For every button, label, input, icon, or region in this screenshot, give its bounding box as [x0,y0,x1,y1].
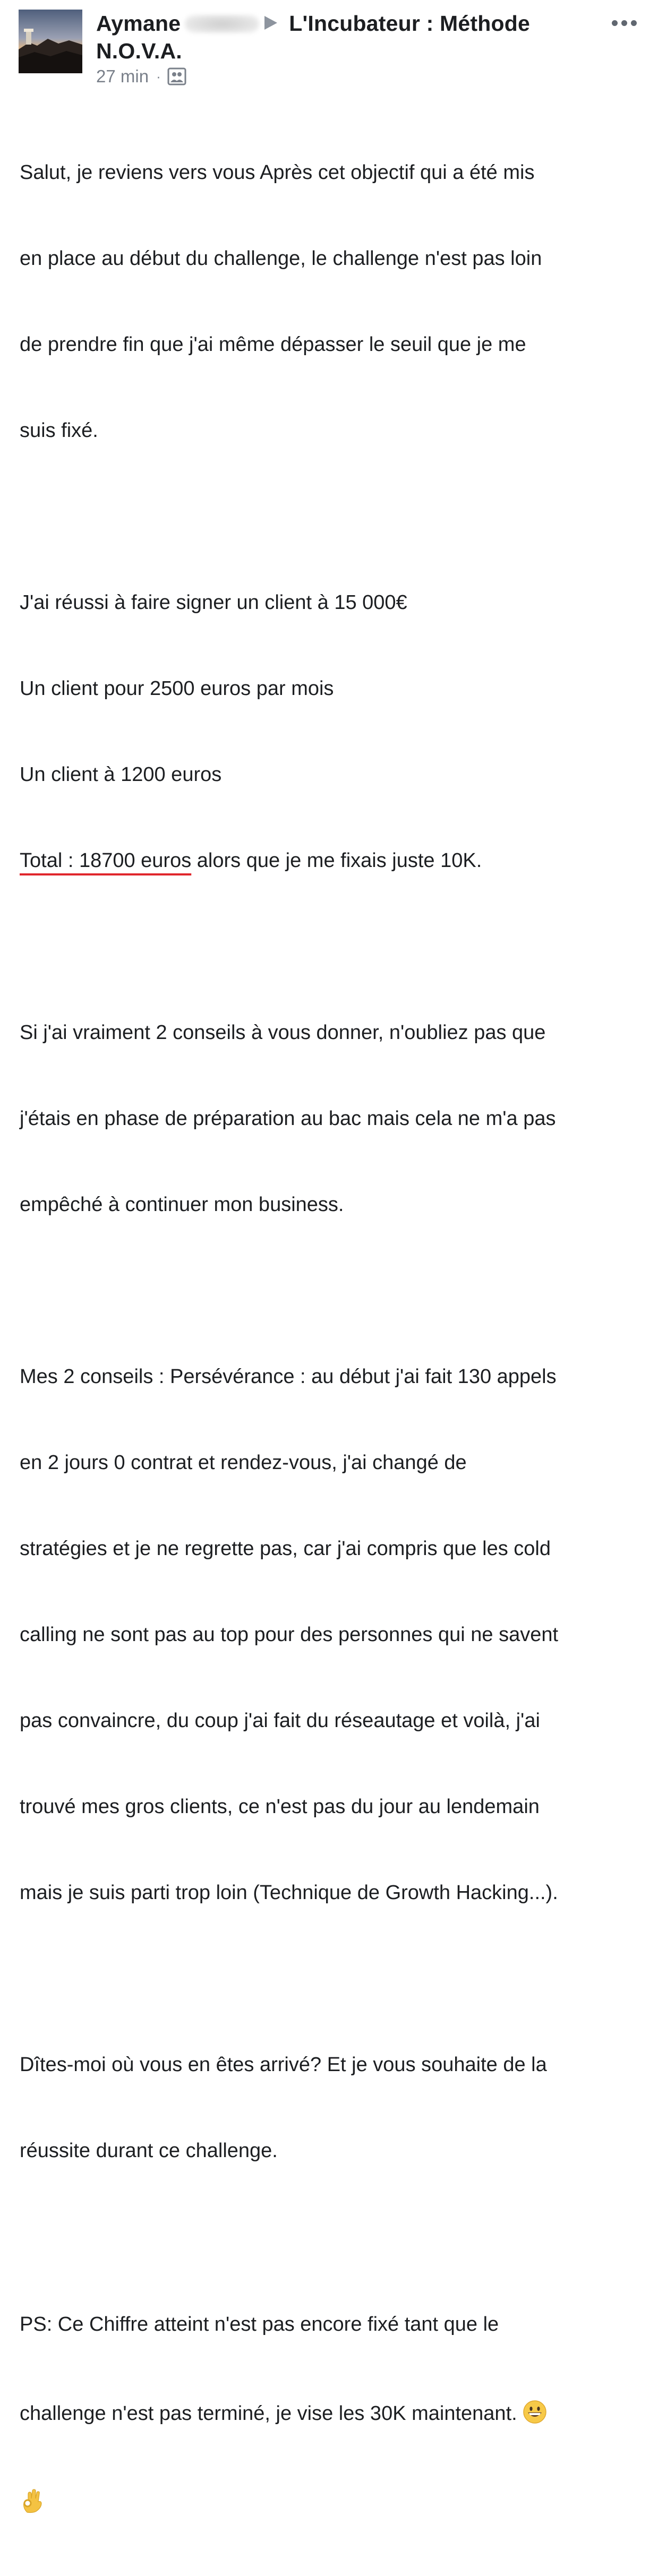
author-name[interactable]: Aymane [96,11,181,36]
text-line: PS: Ce Chiffre atteint n'est pas encore fixé tant que le [20,2313,499,2335]
more-options-icon[interactable] [612,20,637,26]
text-line: réussite durant ce challenge. [20,2140,278,2162]
author-line [96,10,574,65]
text-line: pas convaincre, du coup j'ai fait du réseautage et voilà, j'ai [20,1710,540,1732]
text-line: Un client à 1200 euros [20,763,222,786]
total-line [20,846,646,875]
total-underlined: Total : 18700 euros [20,849,192,872]
timestamp[interactable]: 27 min [96,66,149,86]
text-line: en place au début du challenge, le challenge n'est pas loin [20,247,542,270]
paragraph-intro [20,101,646,502]
text-line: Dîtes-moi où vous en êtes arrivé? Et je vous souhaite de la [20,2054,547,2076]
text-line: en 2 jours 0 contrat et rendez-vous, j'ai changé de [20,1452,467,1474]
post-body [20,101,646,2576]
text-line: Salut, je reviens vers vous Après cet objectif qui a été mis [20,161,535,184]
post-header [0,0,658,96]
text-line: mais je suis parti trop loin (Technique de Growth Hacking...). [20,1882,558,1904]
text-line-emoji-only [20,2487,646,2519]
text-line-with-emoji [20,2398,646,2429]
arrow-right-icon [264,16,277,30]
group-audience-icon [167,67,186,85]
text-line: suis fixé. [20,419,98,442]
grinning-face-emoji [523,2400,547,2424]
paragraph-advice [20,961,646,1276]
total-rest: alors que je me fixais juste 10K. [191,849,482,872]
text-line: Mes 2 conseils : Persévérance : au début j'ai fait 130 appels [20,1366,557,1388]
blurred-surname [185,15,259,33]
text-line: empêché à continuer mon business. [20,1193,344,1216]
text-line: challenge n'est pas terminé, je vise les 30K maintenant. [20,2402,523,2425]
text-line: de prendre fin que j'ai même dépasser le seuil que je me [20,333,526,356]
text-line: stratégies et je ne regrette pas, car j'ai compris que les cold [20,1538,551,1560]
text-line: trouvé mes gros clients, ce n'est pas du jour au lendemain [20,1796,540,1818]
text-line: calling ne sont pas au top pour des personnes qui ne savent [20,1624,559,1646]
avatar[interactable] [19,10,82,73]
ok-hand-emoji [20,2489,44,2513]
group-name[interactable]: L'Incubateur : Méthode [289,11,530,36]
paragraph-tips [20,1305,646,1964]
text-line: j'étais en phase de préparation au bac mais cela ne m'a pas [20,1107,556,1130]
text-line: Un client pour 2500 euros par mois [20,677,334,700]
group-name-line2[interactable]: N.O.V.A. [96,39,182,63]
post-meta [96,65,186,88]
text-line: J'ai réussi à faire signer un client à 15 000€ [20,591,407,614]
text-line: Si j'ai vraiment 2 conseils à vous donner, n'oubliez pas que [20,1021,546,1044]
meta-separator: · [156,68,161,84]
paragraph-question [20,1993,646,2222]
paragraph-results [20,531,646,932]
paragraph-ps [20,2251,646,2576]
